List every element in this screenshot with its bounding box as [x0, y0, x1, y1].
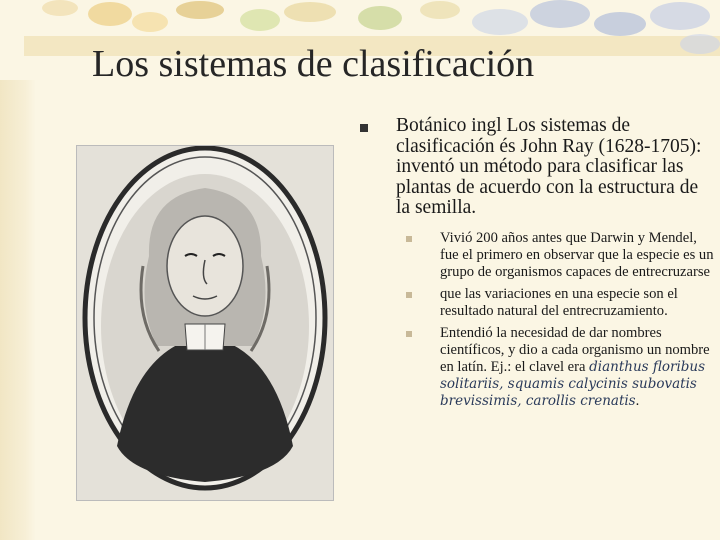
scientific-name-suffix: . [635, 393, 640, 409]
main-bullet-icon [360, 124, 368, 132]
sub-point-text: que las variaciones en una especie son el resultado natural del entrecruzamiento. [440, 286, 678, 319]
sub-point-text: Entendió la necesidad de dar nombres científicos, y dio a cada organismo un nombre en latín. Ej.: el clavel era [440, 325, 710, 375]
slide-title: Los sistemas de clasificación [92, 43, 535, 85]
sub-bullet-icon [406, 236, 412, 242]
sub-point-1 [406, 230, 716, 281]
left-decorative-band [0, 0, 36, 540]
scientific-name: dianthus floribus solitariis, squamis calycinis subovatis brevissimis, carollis crenatis [440, 359, 706, 409]
sub-points-list [406, 230, 716, 410]
sub-point-text-container [440, 325, 716, 410]
john-ray-portrait [76, 145, 334, 501]
sub-point-3 [406, 325, 716, 410]
sub-point-text: Vivió 200 años antes que Darwin y Mendel, fue el primero en observar que la especie es un grupo de organismos capaces de entrecruzarse [440, 230, 714, 280]
sub-bullet-icon [406, 331, 412, 337]
main-point-text: Botánico ingl Los sistemas de clasificación és John Ray (1628-1705): inventó un método para clasificar las plantas de acuerdo con la estructura de la semilla. [396, 115, 702, 218]
sub-point-2 [406, 286, 716, 320]
sub-bullet-icon [406, 292, 412, 298]
